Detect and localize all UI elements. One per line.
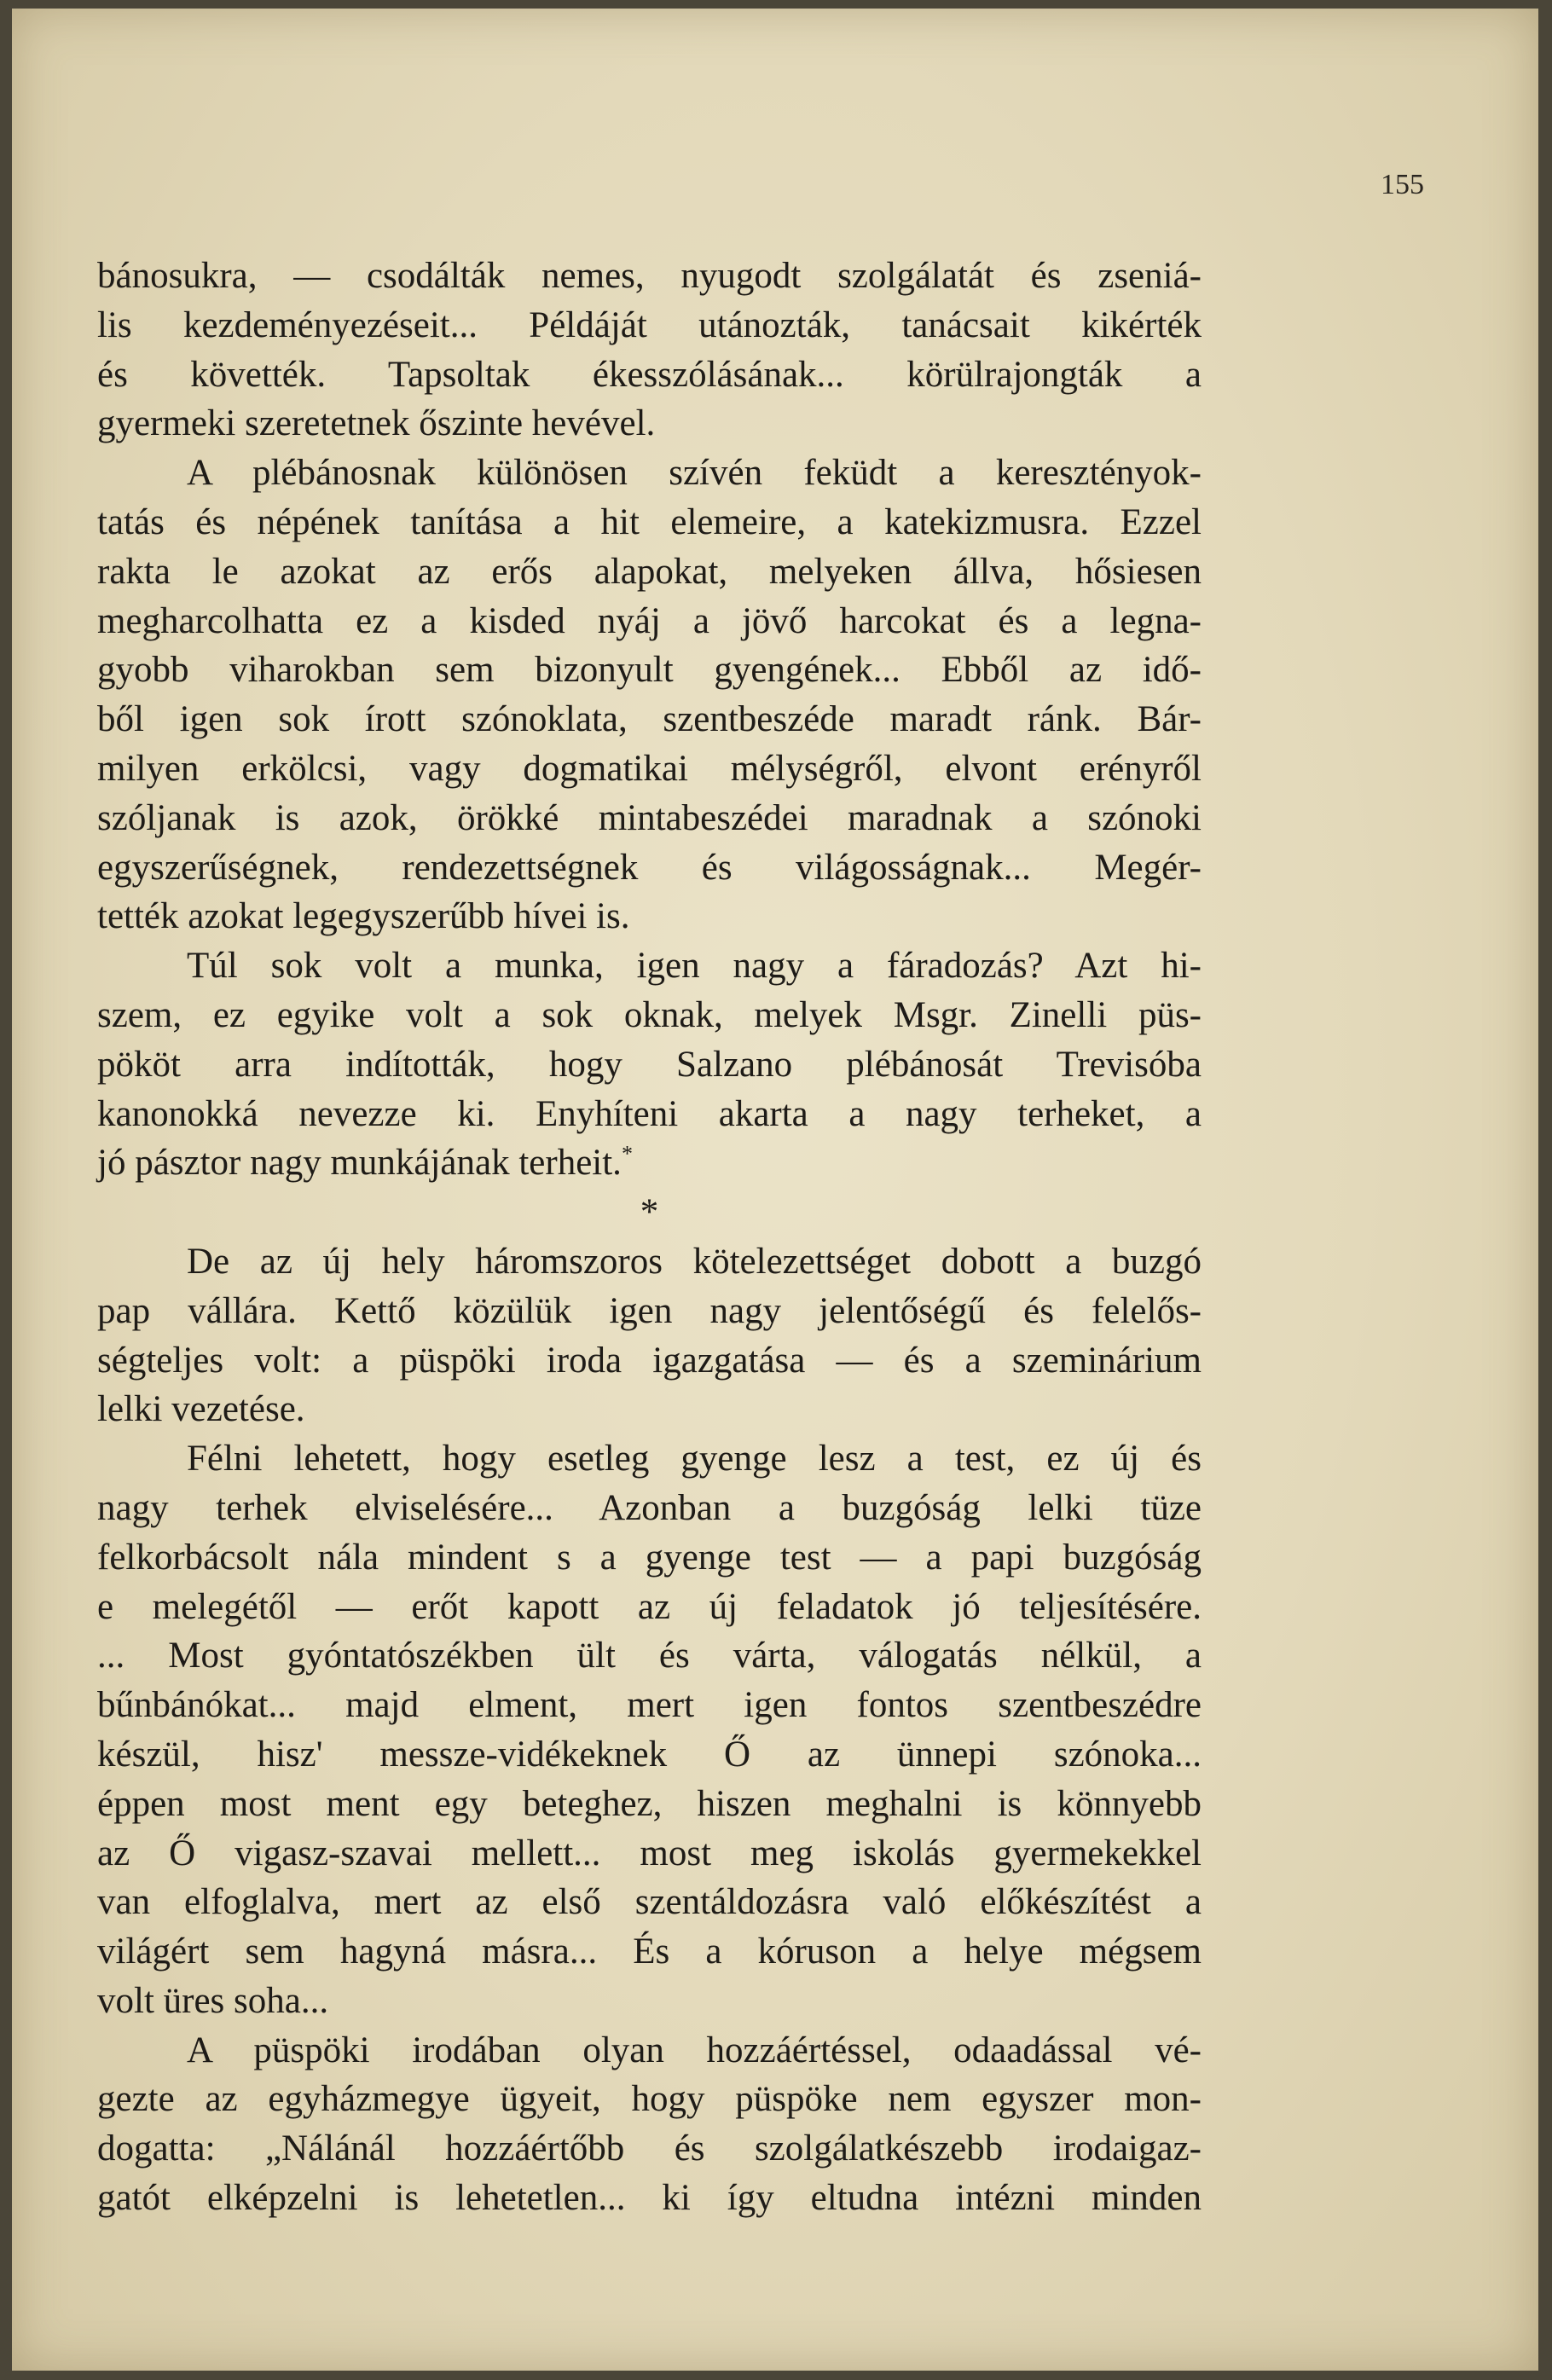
text-line: pököt arra indították, hogy Salzano plébánosát Trevisóba bbox=[97, 1044, 1202, 1085]
text-line: tették azokat legegyszerűbb hívei is. bbox=[97, 896, 630, 937]
text-line: világért sem hagyná másra... És a kóruson a helye mégsem bbox=[97, 1931, 1202, 1972]
footnote-marker: * bbox=[621, 1142, 633, 1167]
text-line: e melegétől — erőt kapott az új feladatok jó teljesítésére. bbox=[97, 1586, 1202, 1627]
text-line: Félni lehetett, hogy esetleg gyenge lesz a test, ez új és bbox=[187, 1439, 1202, 1480]
text-line: milyen erkölcsi, vagy dogmatikai mélységről, elvont erényről bbox=[97, 748, 1202, 789]
text-line: gezte az egyházmegye ügyeit, hogy püspöke nem egyszer mon- bbox=[97, 2079, 1202, 2120]
text-line: dogatta: „Nálánál hozzáértőbb és szolgálatkészebb irodaigaz- bbox=[97, 2128, 1202, 2169]
page-number: 155 bbox=[1381, 169, 1424, 200]
text-line: szóljanak is azok, örökké mintabeszédei maradnak a szónoki bbox=[97, 797, 1202, 838]
book-page bbox=[12, 9, 1538, 2371]
text-line: éppen most ment egy beteghez, hiszen meghalni is könnyebb bbox=[97, 1783, 1202, 1824]
text-line: gyermeki szeretetnek őszinte hevével. bbox=[97, 403, 656, 444]
text-line: gatót elképzelni is lehetetlen... ki így eltudna intézni minden bbox=[97, 2178, 1202, 2219]
text-line: ... Most gyóntatószékben ült és várta, válogatás nélkül, a bbox=[97, 1636, 1202, 1676]
body-text bbox=[97, 252, 1202, 2223]
section-divider: * bbox=[640, 1192, 659, 1233]
text-line: lis kezdeményezéseit... Példáját utánozták, tanácsait kikérték bbox=[97, 304, 1202, 345]
text-line: bűnbánókat... majd elment, mert igen fontos szentbeszédre bbox=[97, 1685, 1202, 1726]
text-line: volt üres soha... bbox=[97, 1980, 329, 2021]
text-line: rakta le azokat az erős alapokat, melyeken állva, hősiesen bbox=[97, 551, 1202, 592]
text-line: szem, ez egyike volt a sok oknak, melyek Msgr. Zinelli püs- bbox=[97, 994, 1202, 1035]
text-line: és követték. Tapsoltak ékesszólásának... körülrajongták a bbox=[97, 354, 1202, 395]
text-line: nagy terhek elviselésére... Azonban a buzgóság lelki tüze bbox=[97, 1487, 1202, 1528]
text-line: ségteljes volt: a püspöki iroda igazgatása — és a szeminárium bbox=[97, 1340, 1202, 1381]
text-line: ből igen sok írott szónoklata, szentbeszéde maradt ránk. Bár- bbox=[97, 699, 1202, 740]
text-line: Túl sok volt a munka, igen nagy a fáradozás? Azt hi- bbox=[187, 946, 1202, 987]
text-line: jó pásztor nagy munkájának terheit.* bbox=[97, 1142, 633, 1184]
text-line: tatás és népének tanítása a hit elemeire, a katekizmusra. Ezzel bbox=[97, 501, 1202, 542]
text-line: De az új hely háromszoros kötelezettséget dobott a buzgó bbox=[187, 1241, 1202, 1282]
text-line: van elfoglalva, mert az első szentáldozásra való előkészítést a bbox=[97, 1882, 1202, 1923]
text-line: készül, hisz' messze-vidékeknek Ő az ünnepi szónoka... bbox=[97, 1734, 1202, 1775]
text-line: egyszerűségnek, rendezettségnek és világosságnak... Megér- bbox=[97, 847, 1202, 888]
text-line: gyobb viharokban sem bizonyult gyengének... Ebből az idő- bbox=[97, 650, 1202, 691]
text-line: A plébánosnak különösen szívén feküdt a keresztényok- bbox=[187, 453, 1202, 494]
text-line: felkorbácsolt nála mindent s a gyenge test — a papi buzgóság bbox=[97, 1537, 1202, 1578]
text-line: A püspöki irodában olyan hozzáértéssel, odaadással vé- bbox=[187, 2030, 1202, 2070]
text-line: pap vállára. Kettő közülük igen nagy jelentőségű és felelős- bbox=[97, 1290, 1202, 1331]
text-line: lelki vezetése. bbox=[97, 1389, 305, 1430]
text-line: az Ő vigasz-szavai mellett... most meg iskolás gyermekekkel bbox=[97, 1833, 1202, 1873]
text-line: bánosukra, — csodálták nemes, nyugodt szolgálatát és zseniá- bbox=[97, 256, 1202, 296]
text-line: kanonokká nevezze ki. Enyhíteni akarta a nagy terheket, a bbox=[97, 1093, 1202, 1134]
text-line: megharcolhatta ez a kisded nyáj a jövő harcokat és a legna- bbox=[97, 600, 1202, 641]
